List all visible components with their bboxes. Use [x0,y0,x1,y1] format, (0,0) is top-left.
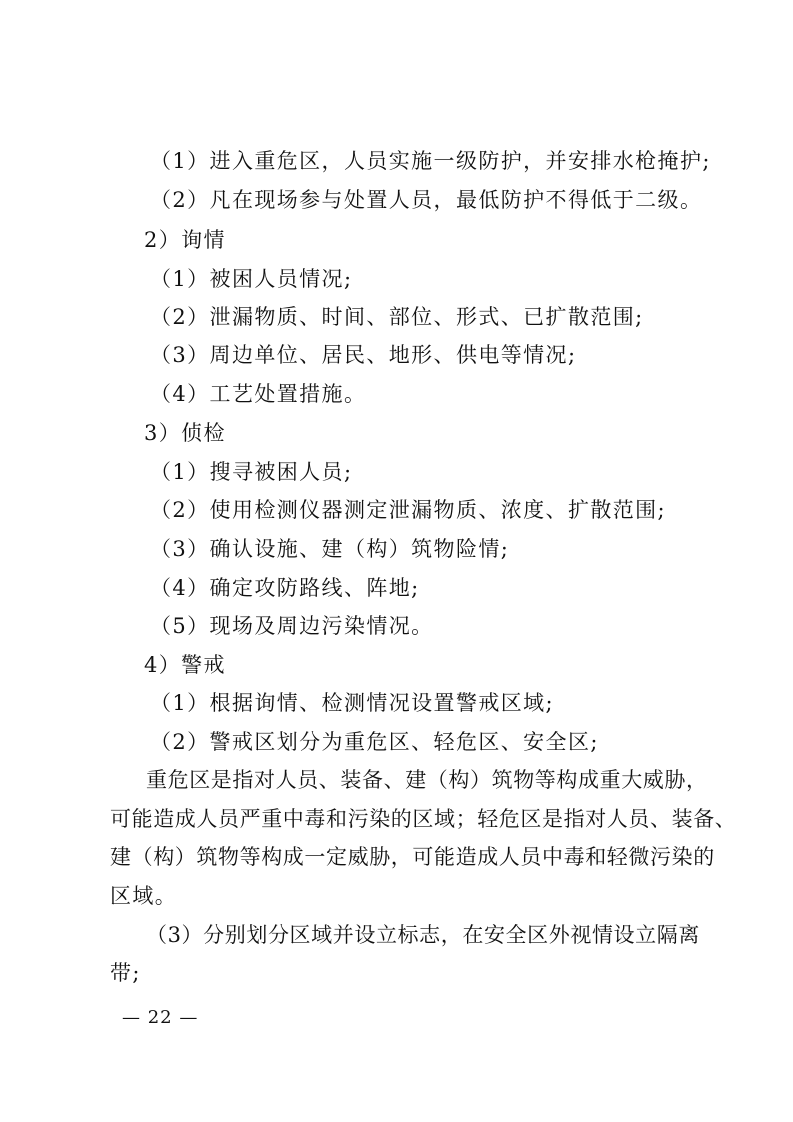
section-heading: 2）询情 [144,228,226,252]
item-line: （3）周边单位、居民、地形、供电等情况; [150,343,577,367]
paragraph-line: 建（构）筑物等构成一定威胁，可能造成人员中毒和轻微污染的 [110,845,715,869]
item-line: （2）警戒区划分为重危区、轻危区、安全区; [150,730,599,754]
item-line: （1）根据询情、检测情况设置警戒区域; [150,691,555,715]
item-line: （4）工艺处置措施。 [150,382,367,406]
section-heading: 3）侦检 [144,421,226,445]
paragraph-line: 重危区是指对人员、装备、建（构）筑物等构成重大威胁， [146,768,708,792]
item-line: （3）分别划分区域并设立标志，在安全区外视情设立隔离 [146,923,700,947]
item-line: （1）搜寻被困人员; [150,460,353,484]
item-line: （4）确定攻防路线、阵地; [150,576,420,600]
item-line: 带; [110,961,141,985]
item-line: （1）进入重危区，人员实施一级防护，并安排水枪掩护; [150,149,711,173]
item-line: （2）泄漏物质、时间、部位、形式、已扩散范围; [150,305,644,329]
item-line: （3）确认设施、建（构）筑物险情; [150,537,510,561]
paragraph-line: 区域。 [110,884,178,908]
item-line: （2）使用检测仪器测定泄漏物质、浓度、扩散范围; [150,498,667,522]
item-line: （5）现场及周边污染情况。 [150,614,434,638]
section-heading: 4）警戒 [144,653,226,677]
page-number: — 22 — [122,1007,199,1028]
item-line: （1）被困人员情况; [150,267,353,291]
paragraph-line: 可能造成人员严重中毒和污染的区域；轻危区是指对人员、装备、 [110,807,737,831]
item-line: （2）凡在现场参与处置人员，最低防护不得低于二级。 [150,188,703,212]
